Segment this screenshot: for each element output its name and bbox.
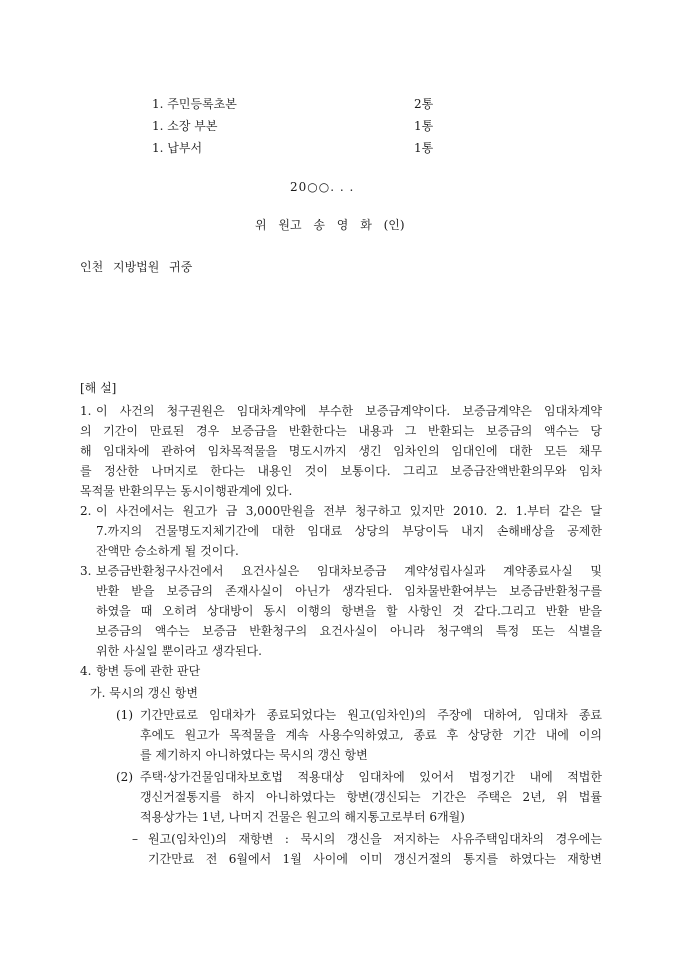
paragraph-line: 후에도 원고가 목적물을 계속 사용수익하였고, 종료 후 상당한 기간 내에 이의 [140, 728, 602, 742]
paragraph-line: 기간만료로 임대차가 종료되었다는 원고(임차인)의 주장에 대하여, 임대차 종료 [140, 708, 602, 722]
attachment-label: 1. 납부서 [152, 141, 203, 155]
paragraph-line: 이 사건의 청구권원은 임대차계약에 부수한 보증금계약이다. 보증금계약은 임대차계약 [96, 404, 602, 418]
item-number: 1. [80, 404, 92, 418]
paragraph-line: 반환 받을 보증금의 존재사실이 아닌가 생각된다. 임차물반환여부는 보증금반환청구를 [96, 584, 602, 598]
item-number: 2. [80, 504, 92, 518]
paragraph-line: 항변 등에 관한 판단 [96, 664, 201, 678]
attachment-count: 1통 [414, 119, 434, 133]
paragraph-line: 보증금의 액수는 보증금 반환청구의 요건사실이 아니라 청구액의 특정 또는 식별을 [96, 624, 602, 638]
paragraph-line: 를 제기하지 아니하였다는 묵시의 갱신 항변 [140, 748, 368, 762]
paragraph-line: 위한 사실일 뿐이라고 생각된다. [96, 644, 262, 658]
paragraph-line: 7.까지의 건물명도지체기간에 대한 임대료 상당의 부당이득 내지 손해배상을 공제한 [96, 524, 602, 538]
paragraph-line: 의 기간이 만료된 경우 보증금을 반환한다는 내용과 그 반환되는 보증금의 액수는 당 [80, 424, 602, 438]
sub-item-number: (2) [116, 770, 133, 784]
attachment-count: 2통 [414, 97, 434, 111]
paragraph-line: 잔액만 승소하게 될 것이다. [96, 544, 239, 558]
commentary-heading: [해 설] [80, 381, 117, 395]
item-number: 3. [80, 564, 92, 578]
paragraph-line: 원고(임차인)의 재항변 : 묵시의 갱신을 저지하는 사유주택임대차의 경우에는 [148, 832, 602, 846]
paragraph-line: 기간만료 전 6월에서 1월 사이에 이미 갱신거절의 통지를 하였다는 재항변 [148, 852, 602, 866]
paragraph-line: 갱신거절통지를 하지 아니하였다는 항변(갱신되는 기간은 주택은 2년, 위 법률 [140, 790, 602, 804]
sub-item-number: (1) [116, 708, 133, 722]
item-number: 4. [80, 664, 92, 678]
court-addressee: 인천 지방법원 귀중 [80, 260, 193, 274]
plaintiff-signature-line: 위 원고 송 영 화 (인) [255, 218, 405, 232]
attachment-count: 1통 [414, 141, 434, 155]
paragraph-line: 목적물 반환의무는 동시이행관계에 있다. [80, 484, 293, 498]
paragraph-line: 적용상가는 1년, 나머지 건물은 원고의 해지통고로부터 6개월) [140, 810, 465, 824]
paragraph-line: 해 임대차에 관하여 임차목적물을 명도시까지 생긴 임차인의 임대인에 대한 모든 채무 [80, 444, 602, 458]
paragraph-line: 이 사건에서는 원고가 금 3,000만원을 전부 청구하고 있지만 2010. 2. 1.부터 같은 달 [96, 504, 602, 518]
attachment-label: 1. 주민등록초본 [152, 97, 237, 111]
paragraph-line: 주택·상가건물임대차보호법 적용대상 임대차에 있어서 법정기간 내에 적법한 [140, 770, 602, 784]
attachment-label: 1. 소장 부본 [152, 119, 218, 133]
dash-marker: – [132, 832, 138, 846]
filing-date: 20○○. . . [290, 180, 355, 194]
section-heading-ga: 가. 묵시의 갱신 항변 [90, 686, 198, 700]
paragraph-line: 하였을 때 오히려 상대방이 동시 이행의 항변을 할 사항인 것 같다.그리고 반환 받을 [96, 604, 602, 618]
paragraph-line: 를 정산한 나머지로 한다는 내용인 것이 보통이다. 그리고 보증금잔액반환의무와 임차 [80, 464, 602, 478]
paragraph-line: 보증금반환청구사건에서 요건사실은 임대차보증금 계약성립사실과 계약종료사실 및 [96, 564, 602, 578]
